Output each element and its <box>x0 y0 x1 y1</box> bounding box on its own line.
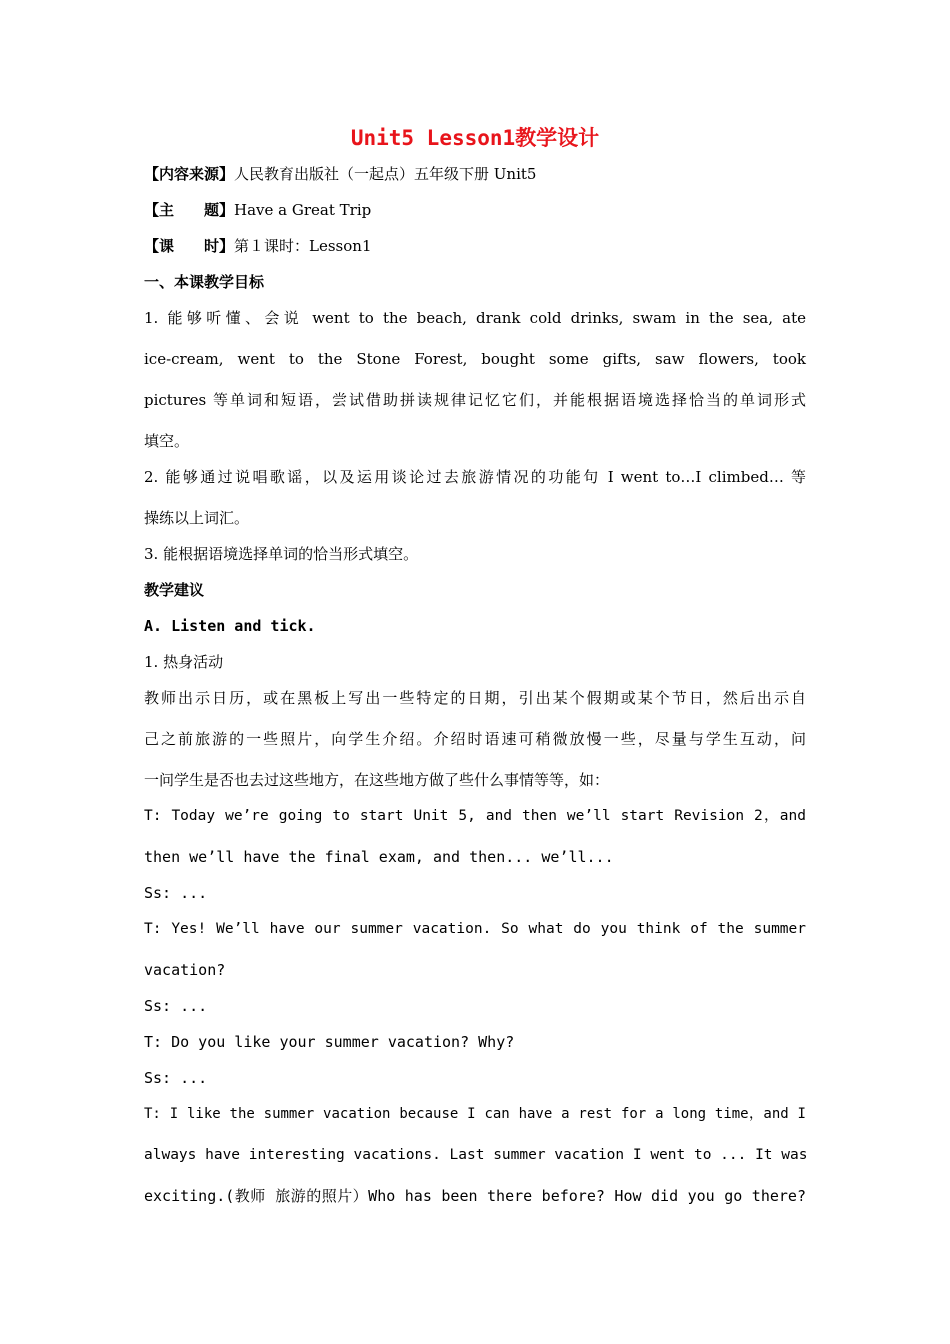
period-value: 第１课时：Lesson1 <box>234 237 372 255</box>
dialogue-s2: Ss: ... <box>144 997 208 1015</box>
suggestions-heading: 教学建议 <box>144 581 205 599</box>
document-title: Unit5 Lesson1教学设计 <box>350 126 600 150</box>
period-label: 【课 时】 <box>144 237 235 255</box>
goal-1-line-4: 填空。 <box>144 432 190 450</box>
topic-line <box>144 200 806 220</box>
dialogue-t2-line-1: T: Yes! We’ll have our summer vacation. So what do you think of the summer <box>144 921 806 937</box>
warmup-paragraph-line-1: 教师出示日历，或在黑板上写出一些特定的日期，引出某个假期或某个节日，然后出示自 <box>144 689 806 707</box>
step-1-heading: 1. 热身活动 <box>144 653 224 671</box>
goal-2-line-2: 操练以上词汇。 <box>144 509 250 527</box>
dialogue-t4-line-2: always have interesting vacations. Last summer vacation I went to ... It was <box>144 1147 808 1163</box>
goal-1-line-3: pictures 等单词和短语，尝试借助拼读规律记忆它们，并能根据语境选择恰当的单词形式 <box>144 391 806 409</box>
goal-1-line-1: 1. 能够听懂、会说 went to the beach, drank cold drinks, swam in the sea, ate <box>144 309 806 327</box>
dialogue-t1-line-1: T: Today we’re going to start Unit 5, and then we’ll start Revision 2，and <box>144 808 806 824</box>
warmup-paragraph-line-2: 己之前旅游的一些照片，向学生介绍。介绍时语速可稍微放慢一些，尽量与学生互动，问 <box>144 730 806 748</box>
dialogue-t3: T: Do you like your summer vacation? Why? <box>144 1033 515 1051</box>
warmup-paragraph-line-3: 一问学生是否也去过这些地方，在这些地方做了些什么事情等等，如： <box>144 771 610 789</box>
source-line <box>144 164 806 184</box>
source-value: 人民教育出版社（一起点）五年级下册 Unit5 <box>234 165 537 183</box>
goal-3-line-1: 3. 能根据语境选择单词的恰当形式填空。 <box>144 545 419 563</box>
dialogue-t4-line-3: exciting.(教师 旅游的照片）Who has been there before? How did you go there? <box>144 1187 806 1205</box>
dialogue-t2-line-2: vacation? <box>144 961 226 979</box>
dialogue-s3: Ss: ... <box>144 1069 208 1087</box>
topic-label: 【主 题】 <box>144 201 235 219</box>
dialogue-s1: Ss: ... <box>144 884 208 902</box>
source-label: 【内容来源】 <box>144 165 235 183</box>
section-a-heading: A. Listen and tick. <box>144 617 316 635</box>
period-line <box>144 236 806 256</box>
dialogue-t1-line-2: then we’ll have the final exam, and then... we’ll... <box>144 848 614 866</box>
dialogue-t4-line-1: T: I like the summer vacation because I can have a rest for a long time，and I <box>144 1106 806 1122</box>
topic-value: Have a Great Trip <box>234 201 372 219</box>
goal-1-line-2: ice-cream, went to the Stone Forest, bought some gifts, saw flowers, took <box>144 350 806 368</box>
goal-2-line-1: 2. 能够通过说唱歌谣，以及运用谈论过去旅游情况的功能句 I went to…I climbed… 等 <box>144 468 806 486</box>
goals-heading: 一、本课教学目标 <box>144 273 265 291</box>
